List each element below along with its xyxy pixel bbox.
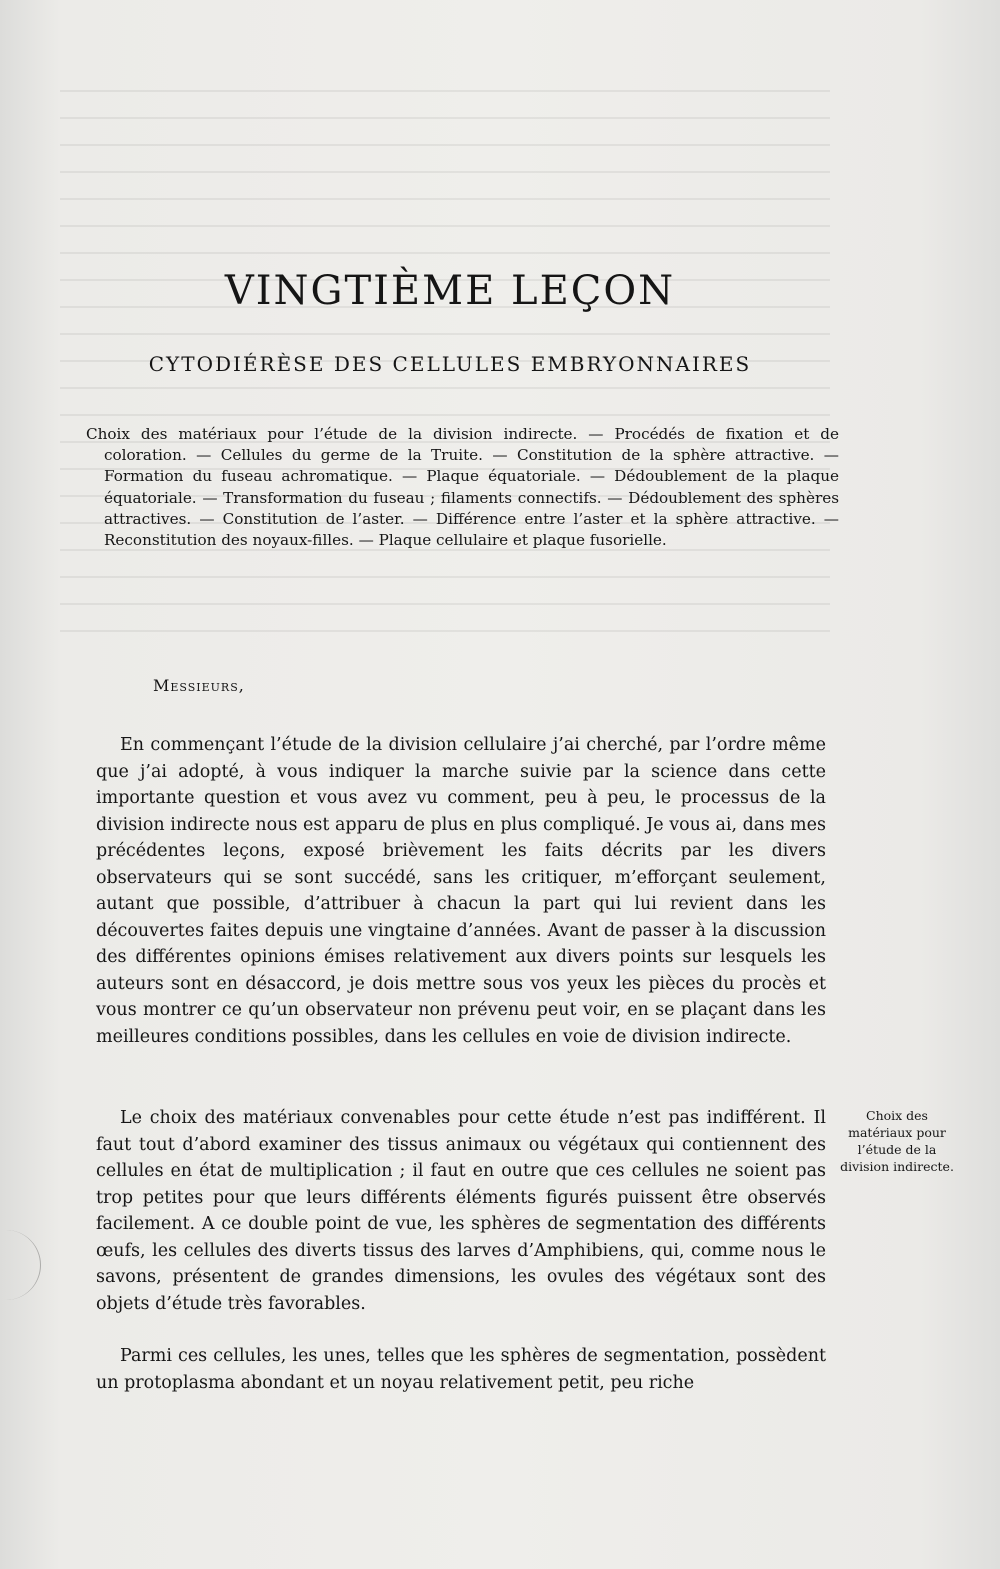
paragraph-text: Parmi ces cellules, les unes, telles que les sphères de segmentation, possèdent un protoplasma abondant et un noyau relativement petit, peu riche bbox=[96, 1346, 826, 1393]
salutation: Messieurs, bbox=[153, 676, 245, 695]
body-paragraph-1 bbox=[96, 732, 826, 1050]
paragraph-text: En commençant l’étude de la division cellulaire j’ai cherché, par l’ordre même que j’ai adopté, à vous indiquer la marche suivie par la science dans cette importante question et vous avez vu comment, peu à peu, le processus de la division indirecte nous est apparu de plus en plus compliqué. Je vous ai, dans mes précédentes leçons, exposé brièvement les faits décrits par les divers observateurs qui se sont succédé, sans les critiquer, m’efforçant seulement, autant que possible, d’attribuer à chacun la part qui lui revient dans les découvertes faites depuis une vingtaine d’années. Avant de passer à la discussion des différentes opinions émises relativement aux divers points sur lesquels les auteurs sont en désaccord, je dois mettre sous vos yeux les pièces du procès et vous montrer ce qu’un observateur non prévenu peut voir, en se plaçant dans les meilleures conditions possibles, dans les cellules en voie de division indirecte. bbox=[96, 735, 826, 1047]
margin-note: Choix des matériaux pour l’étude de la division indirecte. bbox=[840, 1108, 954, 1174]
lesson-title: VINGTIÈME LEÇON bbox=[224, 268, 676, 314]
page-edge-mark bbox=[0, 1230, 41, 1300]
paragraph-text: Le choix des matériaux convenables pour cette étude n’est pas indifférent. Il faut tout d’abord examiner des tissus animaux ou végétaux qui contiennent des cellules en état de multiplication ; il faut en outre que ces cellules ne soient pas trop petites pour que leurs différents éléments figurés puissent être observés facilement. A ce double point de vue, les sphères de segmentation des différents œufs, les cellules des diverts tissus des larves d’Amphibiens, qui, comme nous le savons, présentent de grandes dimensions, les ovules des végétaux sont des objets d’étude très favorables. bbox=[96, 1108, 826, 1314]
chapter-summary: Choix des matériaux pour l’étude de la division indirecte. — Procédés de fixation et de coloration. — Cellules du germe de la Truite. — Constitution de la sphère attractive. — Formation du fuseau achromatique. — Plaque équatoriale. — Dédoublement de la plaque équatoriale. — Transformation du fuseau ; filaments connectifs. — Dédoublement des sphères attractives. — Constitution de l’aster. — Différence entre l’aster et la sphère attractive. — Reconstitution des noyaux-filles. — Plaque cellulaire et plaque fusorielle. bbox=[86, 425, 839, 550]
body-paragraph-2 bbox=[96, 1105, 826, 1317]
body-paragraph-3 bbox=[96, 1343, 826, 1396]
lesson-subtitle: CYTODIÉRÈSE DES CELLULES EMBRYONNAIRES bbox=[148, 352, 752, 376]
